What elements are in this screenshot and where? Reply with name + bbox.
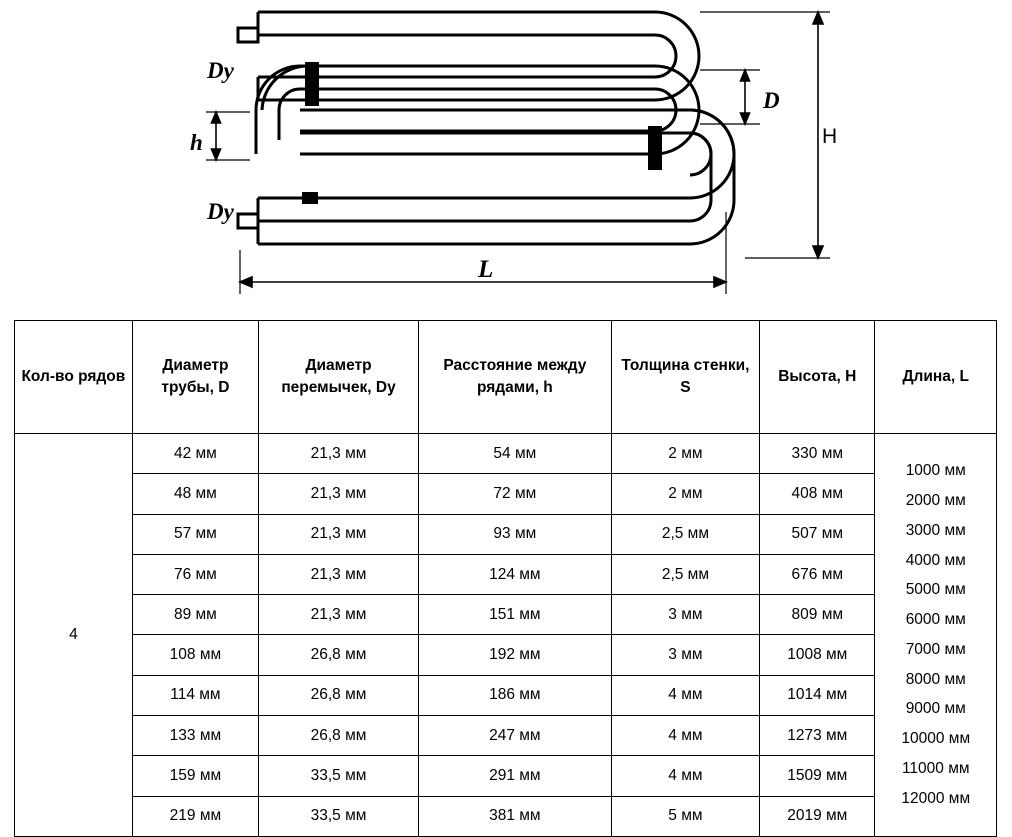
- length-option: 3000 мм: [905, 521, 966, 539]
- cell-jumper-diameter: 21,3 мм: [259, 514, 419, 554]
- table-row: [15, 554, 997, 594]
- cell-pipe-diameter: 89 мм: [132, 595, 258, 635]
- label-dy-top: Dy: [207, 58, 234, 83]
- cell-row-spacing: 151 мм: [418, 595, 611, 635]
- cell-pipe-diameter: 108 мм: [132, 635, 258, 675]
- header-pipe-diameter: Диаметр трубы, D: [132, 321, 258, 434]
- table-row: [15, 514, 997, 554]
- jumper-top: [305, 62, 319, 106]
- length-option: 5000 мм: [905, 581, 966, 599]
- cell-jumper-diameter: 26,8 мм: [259, 635, 419, 675]
- cell-row-spacing: 93 мм: [418, 514, 611, 554]
- cell-pipe-diameter: 42 мм: [132, 434, 258, 474]
- cell-row-spacing: 192 мм: [418, 635, 611, 675]
- register-diagram: [0, 0, 1012, 312]
- cell-wall-thickness: 2,5 мм: [611, 514, 759, 554]
- length-option: 6000 мм: [905, 611, 966, 629]
- dim-arrow-h-top: [813, 12, 823, 24]
- cell-wall-thickness: 2 мм: [611, 434, 759, 474]
- dim-arrow-h-bottom: [813, 246, 823, 258]
- cell-height: 330 мм: [760, 434, 875, 474]
- header-height: Высота, H: [760, 321, 875, 434]
- table-row: [15, 635, 997, 675]
- jumper-stub-bottom: [302, 192, 318, 204]
- cell-wall-thickness: 4 мм: [611, 675, 759, 715]
- cell-height: 809 мм: [760, 595, 875, 635]
- header-rows-count: Кол-во рядов: [15, 321, 133, 434]
- table-row: [15, 796, 997, 836]
- dim-arrow-l-right: [714, 277, 726, 287]
- label-dy-bottom: Dy: [207, 199, 234, 224]
- length-option: 2000 мм: [905, 492, 966, 510]
- cell-row-spacing: 54 мм: [418, 434, 611, 474]
- cell-wall-thickness: 5 мм: [611, 796, 759, 836]
- cell-row-spacing: 186 мм: [418, 675, 611, 715]
- cell-row-spacing: 381 мм: [418, 796, 611, 836]
- cell-wall-thickness: 3 мм: [611, 595, 759, 635]
- cell-height: 1509 мм: [760, 756, 875, 796]
- label-h-small: h: [190, 130, 203, 155]
- specifications-table: [14, 320, 997, 837]
- cell-pipe-diameter: 114 мм: [132, 675, 258, 715]
- cell-wall-thickness: 3 мм: [611, 635, 759, 675]
- cell-pipe-diameter: 76 мм: [132, 554, 258, 594]
- cell-jumper-diameter: 33,5 мм: [259, 796, 419, 836]
- dim-arrow-l-left: [240, 277, 252, 287]
- cell-jumper-diameter: 21,3 мм: [259, 554, 419, 594]
- cell-height: 676 мм: [760, 554, 875, 594]
- length-option: 12000 мм: [901, 789, 971, 807]
- length-option: 8000 мм: [905, 670, 966, 688]
- table-header: [15, 321, 997, 434]
- header-jumper-diameter: Диаметр перемычек, Dy: [259, 321, 419, 434]
- table-header-row: [15, 321, 997, 434]
- cell-row-spacing: 124 мм: [418, 554, 611, 594]
- cell-height: 408 мм: [760, 474, 875, 514]
- table-row: [15, 675, 997, 715]
- length-option: 4000 мм: [905, 551, 966, 569]
- nozzle-dy-bottom: [238, 214, 258, 228]
- length-option: 9000 мм: [905, 700, 966, 718]
- header-wall-thickness: Толщина стенки, S: [611, 321, 759, 434]
- cell-height: 2019 мм: [760, 796, 875, 836]
- cell-wall-thickness: 4 мм: [611, 756, 759, 796]
- header-length: Длина, L: [875, 321, 997, 434]
- dim-arrow-d-bottom: [741, 113, 750, 124]
- cell-row-spacing: 291 мм: [418, 756, 611, 796]
- nozzle-dy-top: [238, 28, 258, 42]
- label-height: H: [822, 125, 838, 148]
- cell-height: 507 мм: [760, 514, 875, 554]
- jumper-bottom: [648, 126, 662, 170]
- length-option: 7000 мм: [905, 640, 966, 658]
- bend-right-lower-inner: [690, 133, 711, 221]
- label-length: L: [478, 256, 494, 283]
- label-d: D: [763, 88, 780, 113]
- cell-jumper-diameter: 33,5 мм: [259, 756, 419, 796]
- table-row: [15, 474, 997, 514]
- length-option: 1000 мм: [905, 462, 966, 480]
- bend-left-upper-inner: [279, 89, 300, 140]
- cell-height: 1273 мм: [760, 716, 875, 756]
- tube-row-1-outer: [258, 12, 699, 100]
- cell-pipe-diameter: 133 мм: [132, 716, 258, 756]
- cell-row-spacing: 247 мм: [418, 716, 611, 756]
- cell-wall-thickness: 2,5 мм: [611, 554, 759, 594]
- table-row: [15, 434, 997, 474]
- cell-height: 1008 мм: [760, 635, 875, 675]
- length-option: 11000 мм: [901, 759, 970, 777]
- dim-arrow-hsmall-bottom: [212, 149, 221, 160]
- table-body: [15, 434, 997, 837]
- cell-jumper-diameter: 21,3 мм: [259, 474, 419, 514]
- tube-row-1-inner: [258, 35, 676, 77]
- cell-wall-thickness: 2 мм: [611, 474, 759, 514]
- cell-lengths-list: [875, 434, 997, 837]
- length-option: 10000 мм: [901, 730, 971, 748]
- cell-wall-thickness: 4 мм: [611, 716, 759, 756]
- cell-jumper-diameter: 26,8 мм: [259, 675, 419, 715]
- dim-arrow-d-top: [741, 70, 750, 81]
- cell-pipe-diameter: 219 мм: [132, 796, 258, 836]
- cell-pipe-diameter: 57 мм: [132, 514, 258, 554]
- dim-arrow-hsmall-top: [212, 112, 221, 123]
- header-row-spacing: Расстояние между рядами, h: [418, 321, 611, 434]
- cell-jumper-diameter: 26,8 мм: [259, 716, 419, 756]
- cell-pipe-diameter: 159 мм: [132, 756, 258, 796]
- cell-jumper-diameter: 21,3 мм: [259, 595, 419, 635]
- table-row: [15, 595, 997, 635]
- cell-rows-count: 4: [15, 434, 133, 837]
- table-row: [15, 756, 997, 796]
- cell-jumper-diameter: 21,3 мм: [259, 434, 419, 474]
- cell-pipe-diameter: 48 мм: [132, 474, 258, 514]
- cell-row-spacing: 72 мм: [418, 474, 611, 514]
- table-row: [15, 716, 997, 756]
- cell-height: 1014 мм: [760, 675, 875, 715]
